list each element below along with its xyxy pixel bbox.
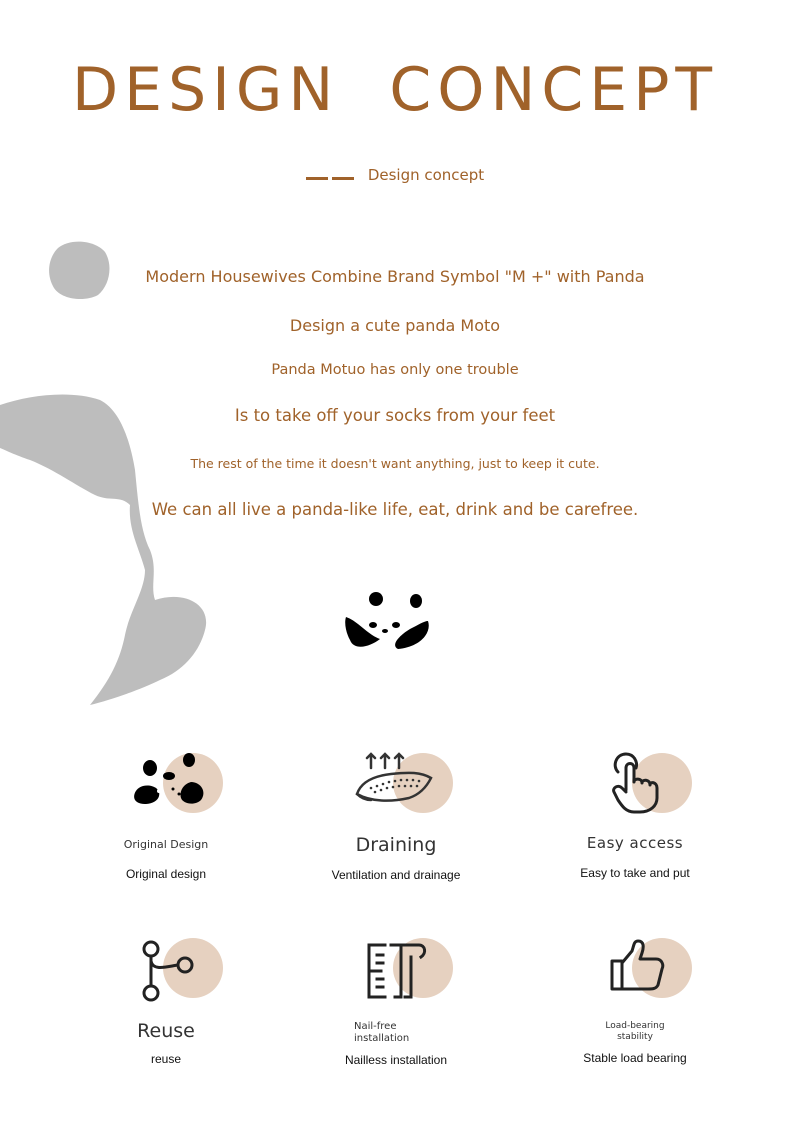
subtitle-text: Design concept	[367, 166, 485, 184]
tap-hand-icon	[590, 748, 680, 818]
feature-heading: Original Design	[123, 838, 209, 851]
feature-load-bearing	[535, 933, 735, 1065]
thumbs-up-icon	[590, 933, 680, 1003]
subtitle-rule	[306, 177, 354, 180]
feature-nail-free	[296, 933, 496, 1067]
feature-draining	[296, 748, 496, 882]
feature-heading: Load-bearing stability	[605, 1021, 665, 1042]
story-line-2: Design a cute panda Moto	[289, 316, 501, 335]
feature-heading: Draining	[355, 834, 437, 856]
subtitle	[0, 166, 790, 184]
feature-description: Original design	[125, 867, 207, 881]
feature-heading: Reuse	[137, 1020, 195, 1042]
story-line-4: Is to take off your socks from your feet	[234, 406, 556, 425]
story-line-5: The rest of the time it doesn't want anything, just to keep it cute.	[190, 456, 600, 471]
feature-description: reuse	[150, 1052, 182, 1066]
feature-description: Easy to take and put	[580, 866, 690, 880]
feature-reuse	[66, 933, 266, 1066]
story-line-1: Modern Housewives Combine Brand Symbol "M +" with Panda	[145, 267, 645, 286]
story-line-3: Panda Motuo has only one trouble	[271, 362, 519, 378]
feature-description: Ventilation and drainage	[331, 868, 461, 882]
story-line-6: We can all live a panda-like life, eat, drink and be carefree.	[151, 500, 639, 519]
feature-heading: Nail-free installation	[354, 1021, 410, 1044]
panda-icon	[121, 748, 211, 818]
feature-description: Stable load bearing	[583, 1051, 687, 1065]
drainage-mat-icon	[351, 748, 441, 818]
nail-free-icon	[351, 933, 441, 1003]
feature-heading: Easy access	[586, 834, 684, 852]
ink-splash-decoration	[0, 230, 220, 720]
panda-mascot-icon	[340, 585, 435, 655]
feature-description: Nailless installation	[344, 1053, 448, 1067]
feature-original-design	[66, 748, 266, 881]
page-title: DESIGN CONCEPT	[71, 55, 719, 125]
reuse-branch-icon	[121, 933, 211, 1003]
feature-easy-access	[535, 748, 735, 880]
